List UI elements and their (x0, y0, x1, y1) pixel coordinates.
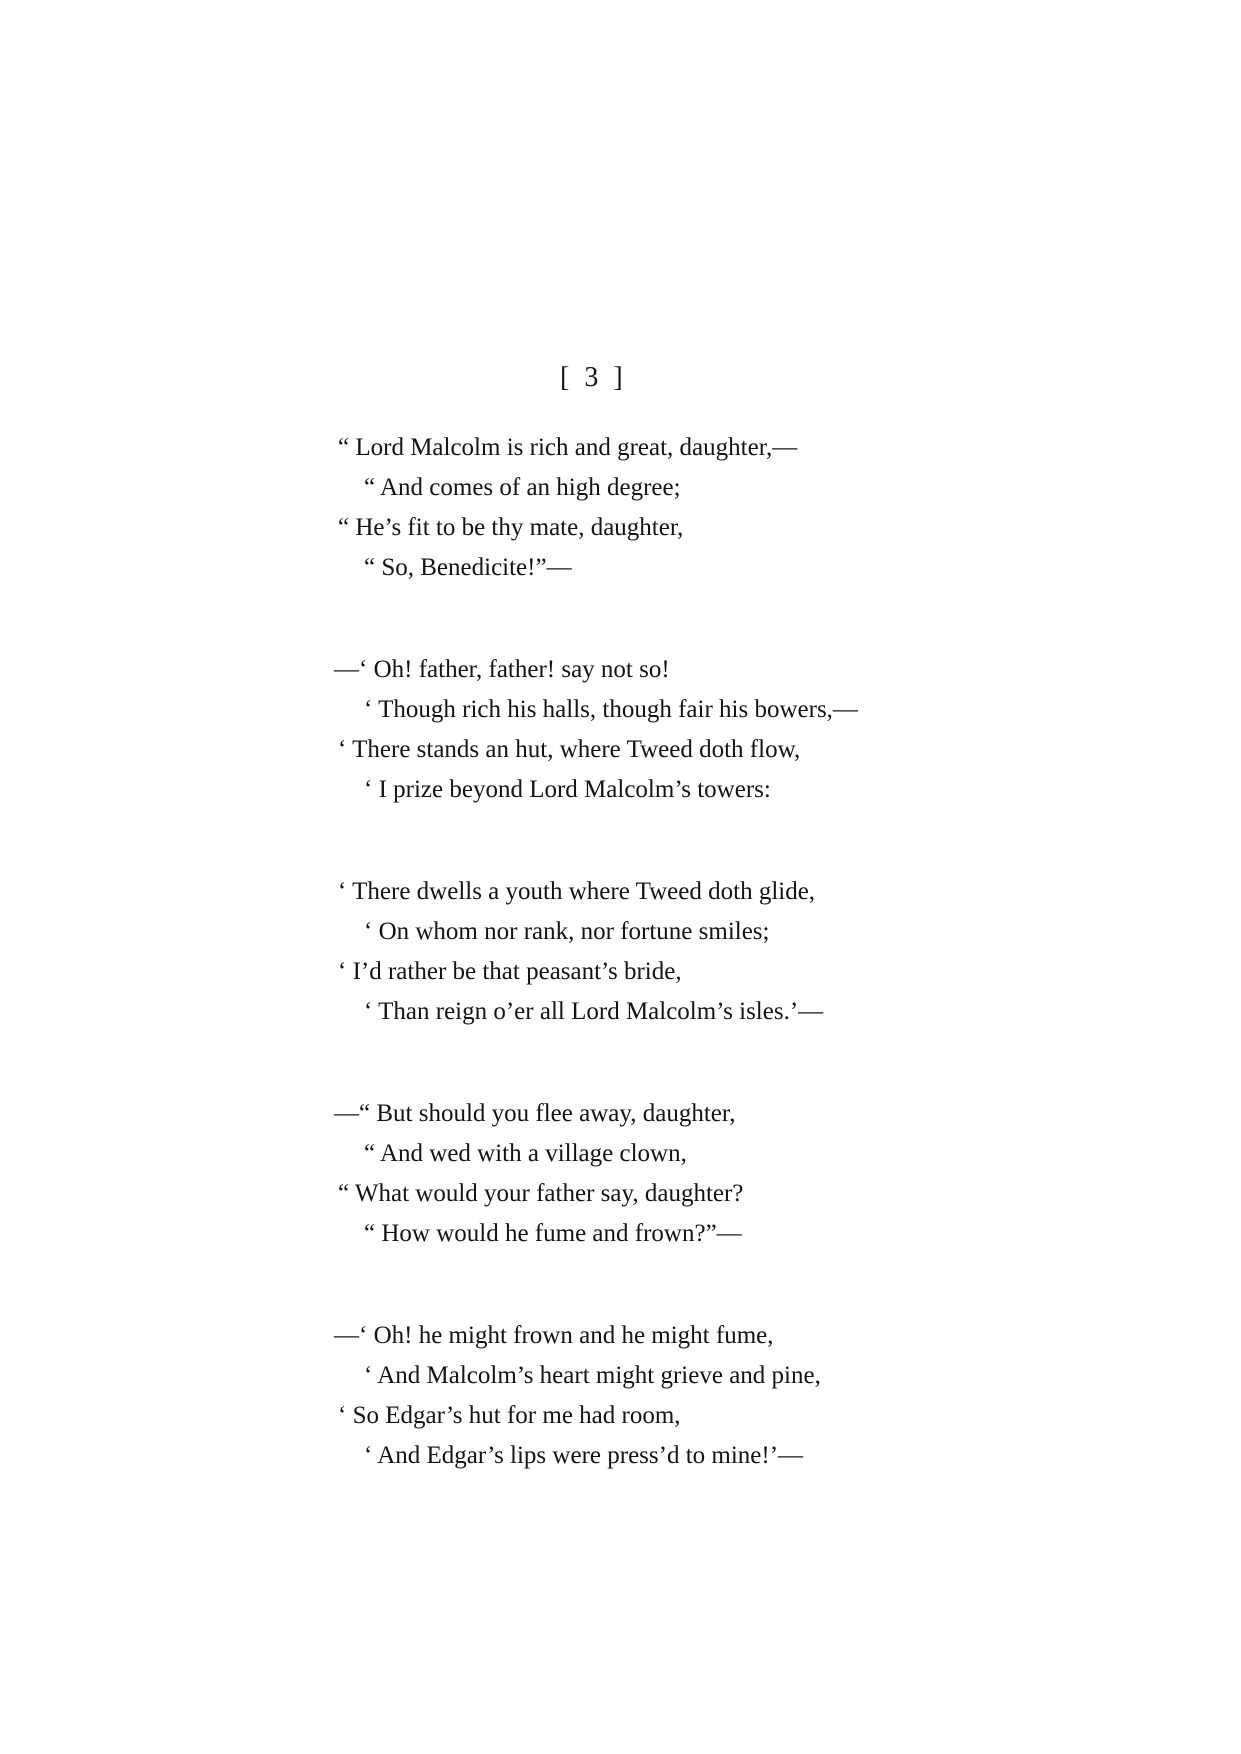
stanza-5 (334, 1316, 938, 1476)
poem (334, 428, 938, 1476)
verse-line: ‘ And Edgar’s lips were press’d to mine!’— (364, 1442, 804, 1469)
verse-line: “ And comes of an high degree; (364, 474, 681, 501)
verse-line: —“ But should you flee away, daughter, (334, 1100, 736, 1127)
verse-line: “ What would your father say, daughter? (338, 1180, 744, 1207)
stanza-3 (338, 872, 938, 1032)
verse-line: ‘ So Edgar’s hut for me had room, (338, 1402, 681, 1429)
verse-line: —‘ Oh! father, father! say not so! (334, 656, 670, 683)
verse-line: ‘ Though rich his halls, though fair his bowers,— (364, 696, 858, 723)
verse-line: ‘ On whom nor rank, nor fortune smiles; (364, 918, 770, 945)
verse-line: ‘ I’d rather be that peasant’s bride, (338, 958, 682, 985)
verse-line: —‘ Oh! he might frown and he might fume, (334, 1322, 774, 1349)
stanza-1 (338, 428, 938, 588)
verse-line: ‘ I prize beyond Lord Malcolm’s towers: (364, 776, 771, 803)
verse-line: ‘ Than reign o’er all Lord Malcolm’s isles.’— (364, 998, 824, 1025)
verse-line: “ How would he fume and frown?”— (364, 1220, 742, 1247)
page-number: [ 3 ] (560, 362, 627, 393)
verse-line: ‘ And Malcolm’s heart might grieve and pine, (364, 1362, 821, 1389)
verse-line: ‘ There stands an hut, where Tweed doth flow, (338, 736, 801, 763)
verse-line: ‘ There dwells a youth where Tweed doth glide, (338, 878, 816, 905)
stanza-4 (334, 1094, 938, 1254)
stanza-2 (334, 650, 938, 810)
verse-line: “ Lord Malcolm is rich and great, daughter,— (338, 434, 798, 461)
verse-line: “ And wed with a village clown, (364, 1140, 687, 1167)
verse-line: “ So, Benedicite!”— (364, 554, 572, 581)
verse-line: “ He’s fit to be thy mate, daughter, (338, 514, 684, 541)
